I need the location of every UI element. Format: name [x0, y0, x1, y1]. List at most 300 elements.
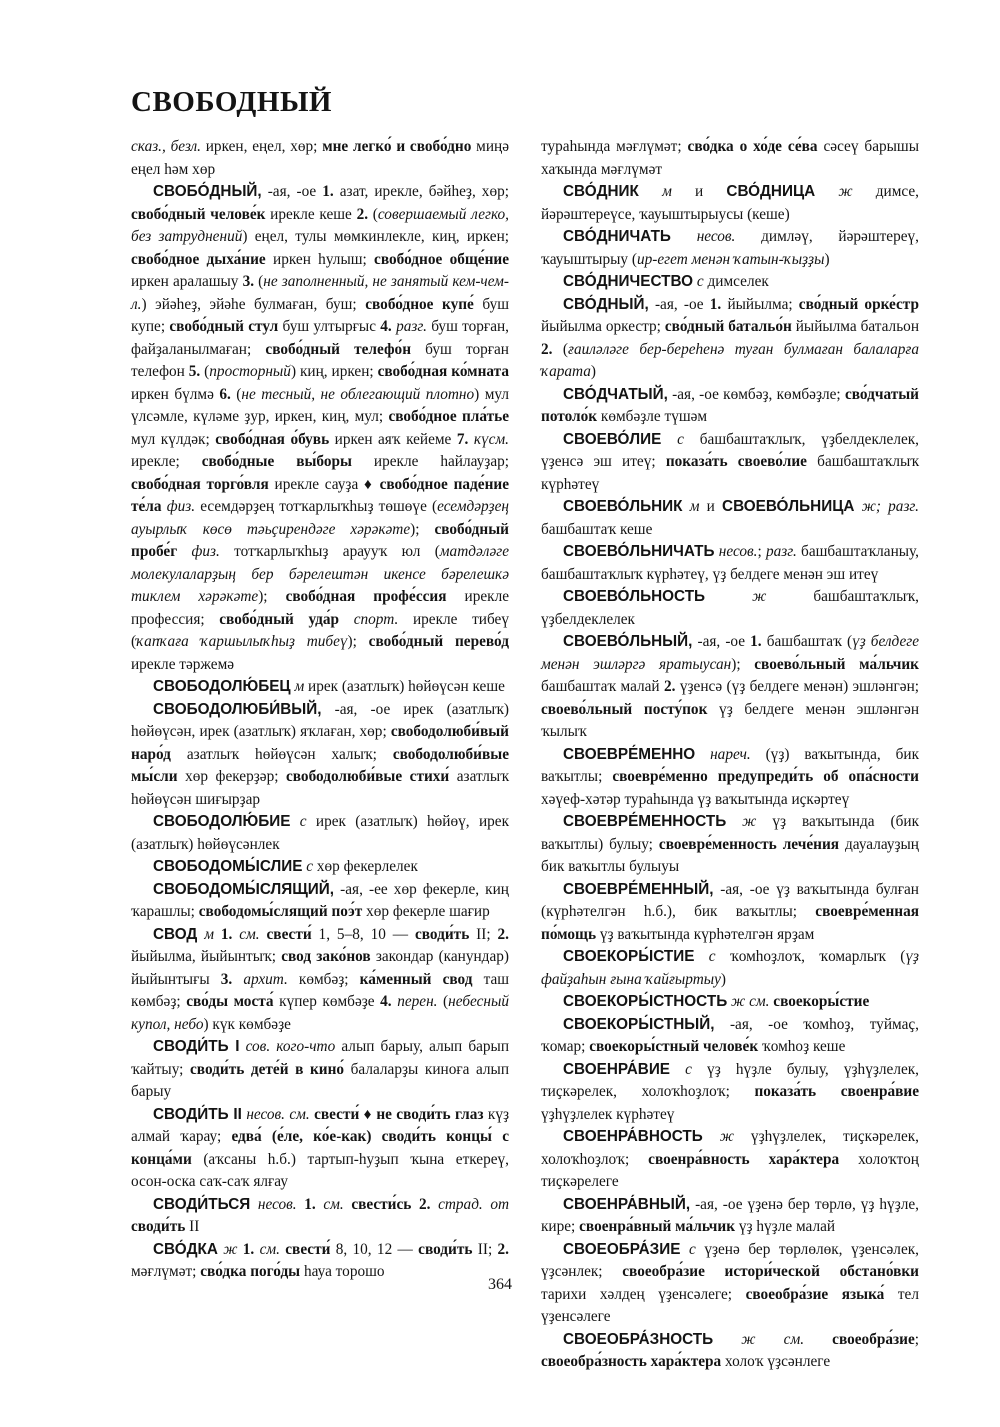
- entry-text: ): [824, 250, 830, 268]
- entry-headword: СВОБО́ДНЫЙ,: [153, 183, 262, 200]
- entry-text: несов.: [718, 543, 758, 560]
- entry-text: физ.: [191, 543, 220, 560]
- entry-text: ж см.: [741, 1330, 805, 1348]
- entry-text: свободомы́слящий поэ́т: [198, 903, 363, 920]
- entry-headword: СВО́ДНИЧАТЬ: [563, 228, 671, 245]
- entry-text: архит.: [243, 970, 288, 988]
- entry-text: үҙ файҙаһын ғына ҡайғыртыу: [541, 948, 919, 988]
- entry-text: 1.: [304, 1195, 316, 1213]
- entry-text: своекоры́стный челове́к: [589, 1038, 759, 1055]
- entry-text: своенра́вность хара́ктера: [648, 1150, 840, 1168]
- entry-text: -ая, -ое үҙенә бер төрлө, үҙ һүҙле, кире;: [541, 1195, 919, 1235]
- entry-text: йыйылма оркестр;: [541, 318, 665, 335]
- entry-text: башбаштаҡ (: [761, 633, 853, 650]
- entry-text: свобо́дный челове́к: [131, 205, 266, 223]
- entry-text: 2.: [664, 678, 676, 695]
- dictionary-entry: [541, 1329, 919, 1374]
- dictionary-entry: [131, 1194, 509, 1239]
- entry-text: II;: [469, 925, 498, 943]
- entry-text: ҡомһоҙ кеше: [758, 1038, 846, 1055]
- entry-text: показа́ть своево́лие: [665, 453, 807, 470]
- entry-text: ирекле һайлауҙар;: [351, 453, 510, 470]
- entry-text: свести́: [285, 1240, 331, 1258]
- entry-text: үҙ белдеге менән эшләргә яратыусан: [541, 633, 920, 673]
- entry-headword: СВО́ДНИЦА: [726, 183, 816, 200]
- entry-text: и: [699, 498, 723, 515]
- entry-text: см.: [239, 925, 260, 943]
- entry-text: [682, 498, 689, 515]
- entry-text: разг.: [765, 543, 797, 560]
- entry-text: небесный купол, небо: [131, 993, 509, 1033]
- entry-text: свобо́дное обще́ние: [374, 250, 509, 268]
- entry-text: ҡомһоҙлоҡ, ҡомарлыҡ (: [715, 948, 906, 965]
- entry-text: ғаиләләге бер-береһенә туған булмаған балаларға ҡарата: [541, 340, 919, 380]
- entry-text: иркен аяҡ кейеме: [329, 430, 457, 448]
- entry-text: ҡапҡаға ҡаршылыҡһыҙ тибеү: [136, 633, 348, 650]
- entry-text: үҙ ваҡытында (бик ваҡытлы) булыу;: [541, 813, 919, 853]
- entry-text: 1.: [322, 183, 334, 200]
- entry-text: страд. от: [438, 1195, 510, 1213]
- entry-headword: СВО́ДНИК: [563, 183, 639, 200]
- entry-text: ирекле;: [131, 453, 202, 470]
- entry-text: физ.: [166, 498, 196, 515]
- entry-text: II: [185, 1218, 200, 1235]
- entry-text: закондар (канундар) йыйынтығы: [131, 948, 509, 988]
- entry-text: своекоры́стие: [773, 993, 870, 1010]
- entry-text: ир-егет менән ҡатын-ҡыҙҙы: [636, 250, 825, 268]
- entry-text: );: [410, 520, 435, 538]
- entry-text: 1, 5–8, 10 —: [311, 925, 415, 943]
- entry-text: свобо́дное дыха́ние: [131, 250, 266, 268]
- entry-text: ирекле тәржемә: [131, 655, 235, 673]
- entry-text: с: [299, 813, 307, 830]
- entry-headword: СВОДИ́ТЬСЯ: [153, 1195, 251, 1213]
- entry-text: 1.: [220, 925, 233, 943]
- entry-text: ) мул үлсәмле, күләме ҙур, иркен, киң, мул;: [131, 385, 510, 425]
- entry-text: башбаштаҡлыҡ, үҙбелдеклелек: [541, 588, 919, 628]
- entry-text: ) күк көмбәҙе: [203, 1015, 291, 1033]
- dictionary-entry: [541, 1059, 919, 1127]
- entry-text: ж: [719, 1128, 734, 1145]
- dictionary-entry: [131, 924, 509, 1037]
- entry-text: [680, 1241, 689, 1258]
- entry-text: [250, 1196, 258, 1213]
- entry-text: буш торған телефон: [131, 340, 509, 380]
- entry-text: (үҙ) ваҡытында, бик ваҡытлы;: [541, 745, 919, 785]
- entry-text: үҙ белдеге менән эшләнгән ҡылыҡ: [541, 700, 920, 740]
- entry-text: димләү, йәрәштереү, ҡауыштырыу (: [541, 228, 919, 268]
- entry-text: ): [720, 970, 727, 988]
- entry-text: ж см.: [731, 993, 770, 1010]
- entry-text: -ая, -ое ирек (азатлыҡ) һөйөүсән, ирек (азатлыҡ) яҡлаған, хөр;: [131, 700, 509, 740]
- entry-headword: СВОДИ́ТЬ II: [153, 1105, 242, 1123]
- entry-text: );: [731, 655, 755, 673]
- entry-text: сво́дка о хо́де се́ва: [687, 138, 818, 155]
- right-column: [541, 136, 919, 1374]
- dictionary-entry: [541, 586, 919, 631]
- entry-text: холоҡ үҙсәнлеге: [721, 1353, 831, 1370]
- entry-headword: СВОЕВО́ЛЬНИК: [563, 498, 683, 515]
- entry-text: перен.: [397, 993, 438, 1010]
- entry-text: с: [685, 1060, 692, 1078]
- entry-text: хөр фекерҙәр;: [177, 768, 286, 785]
- entry-text: свобо́дное паде́ние те́ла: [131, 475, 509, 515]
- entry-text: ка́менный свод: [359, 970, 473, 988]
- entry-text: свобо́дная о́бувь: [215, 430, 330, 448]
- entry-text: сво́дчатый потоло́к: [541, 385, 919, 425]
- entry-headword: СВО́ДКА: [153, 1240, 218, 1258]
- entry-text: -ая, -ее хөр фекерле, киң ҡарашлы;: [131, 880, 509, 920]
- dictionary-entry: [131, 856, 509, 879]
- entry-headword: СВОЕВО́ЛЬНЫЙ,: [563, 633, 693, 650]
- dictionary-entry: [541, 181, 919, 226]
- entry-text: [854, 498, 861, 515]
- entry-text: 5.: [188, 363, 201, 380]
- entry-headword: СВОЕКОРЫ́СТИЕ: [563, 948, 695, 965]
- entry-text: ж: [223, 1240, 238, 1258]
- entry-headword: СВОЕВО́ЛЬНИЦА: [722, 498, 855, 515]
- entry-text: холоҡтоң тиҫкәрелеге: [541, 1150, 919, 1190]
- entry-headword: СВО́ДЧАТЫЙ,: [563, 385, 668, 403]
- entry-text: с: [677, 430, 684, 448]
- entry-text: үҙ һүҙле булыу, үҙһүҙлелек, тиҫкәрелек, холоҡһоҙлоҡ;: [541, 1060, 919, 1100]
- entry-text: сво́дный батальо́н: [664, 318, 792, 335]
- running-head: СВОБОДНЫЙ: [131, 86, 332, 118]
- entry-text: свобо́дный телефо́н: [265, 340, 412, 358]
- dictionary-entry: [131, 1036, 509, 1104]
- entry-text: [339, 611, 354, 628]
- entry-text: своеобра́зие языка́: [745, 1285, 885, 1303]
- entry-text: 4.: [380, 318, 392, 335]
- page-number: 364: [488, 1276, 512, 1293]
- entry-text: йыйылма;: [721, 295, 799, 313]
- entry-text: своенра́вный ма́льчик: [579, 1218, 736, 1235]
- entry-text: сво́дка пого́ды: [200, 1263, 301, 1280]
- entry-text: [705, 588, 752, 605]
- entry-text: своево́льный посту́пок: [541, 700, 708, 718]
- entry-text: с: [696, 273, 704, 290]
- entry-text: свобо́дный уда́р: [219, 610, 340, 628]
- entry-text: -ая, -ое көмбәҙ, көмбәҙле;: [667, 385, 845, 403]
- entry-text: [411, 1196, 419, 1213]
- entry-text: спорт.: [353, 610, 399, 628]
- entry-text: своеобра́зие истори́ческой обстано́вки: [622, 1263, 919, 1280]
- dictionary-entry: [131, 676, 509, 699]
- entry-text: димсе, йәрәштереүсе, ҡауыштырыусы (кеше): [541, 183, 920, 223]
- entry-text: [726, 813, 742, 830]
- entry-text: ;: [914, 1330, 920, 1348]
- entry-text: 1.: [709, 295, 722, 313]
- entry-headword: СВОБОДОЛЮБИ́ВЫЙ,: [153, 700, 322, 718]
- entry-text: көмбәҙ;: [287, 970, 360, 988]
- entry-text: 1.: [750, 633, 762, 650]
- entry-text: своеобра́зие: [832, 1330, 915, 1348]
- entry-text: не заполненный, не занятый кем-чем-л.: [131, 273, 509, 313]
- entry-text: [694, 948, 708, 965]
- entry-text: күпер көмбәҙе: [273, 993, 381, 1010]
- entry-headword: СВОЕОБРА́ЗИЕ: [563, 1240, 681, 1258]
- entry-text: ж: [752, 588, 767, 605]
- dictionary-entry: [541, 384, 919, 429]
- entry-text: башбаштаҡланыу, башбаштаҡлыҡ күрһәтеү, үҙ белдеге менән эш итеү: [541, 543, 919, 583]
- entry-text: димселек: [703, 273, 769, 290]
- entry-headword: СВОЕВРЕ́МЕННЫЙ,: [563, 880, 714, 898]
- entry-text: сво́дный орке́стр: [798, 295, 919, 313]
- dictionary-entry: [541, 136, 919, 181]
- entry-text: күҙ алмай ҡарау;: [131, 1105, 510, 1145]
- entry-text: үҙ ваҡытында күрһәтелгән ярҙам: [596, 925, 815, 943]
- entry-text: II;: [472, 1240, 498, 1258]
- entry-text: сәсеү барышы хаҡында мәғлүмәт: [541, 138, 919, 178]
- entry-text: [661, 431, 677, 448]
- entry-text: не своди́ть глаз: [376, 1105, 484, 1123]
- entry-text: [695, 746, 710, 763]
- entry-headword: СВОЕКОРЫ́СТНЫЙ,: [563, 1015, 715, 1033]
- dictionary-entry: [541, 226, 919, 271]
- entry-text: своевре́менная по́мощь: [541, 903, 919, 943]
- entry-text: (аҡсаны һ.б.) тартып-һуҙып ҡына еткереү, осон-оска саҡ-саҡ ялғау: [131, 1150, 509, 1190]
- entry-text: 2.: [497, 925, 509, 943]
- entry-text: үҙенсә (үҙ белдеге менән) эшләнгән;: [675, 678, 919, 695]
- entry-text: миңә еңел һәм хөр: [131, 138, 510, 178]
- entry-text: [713, 1331, 741, 1348]
- entry-text: 3.: [220, 970, 233, 988]
- entry-text: свобо́дная торго́вля: [131, 475, 269, 493]
- dictionary-entry: [541, 541, 919, 586]
- entry-headword: СВОЕНРА́ВНЫЙ,: [563, 1195, 691, 1213]
- entry-text: үҙһүҙлелек күрһәтеү: [541, 1105, 675, 1123]
- entry-text: буш ултырғыс: [278, 318, 381, 335]
- entry-text: ): [590, 363, 597, 380]
- entry-text: ирек (азатлыҡ) һөйөү, ирек (азатлыҡ) һөйөүсәнлек: [131, 813, 509, 853]
- entry-text: 7.: [456, 430, 469, 448]
- dictionary-entry: [131, 1104, 509, 1194]
- entry-text: свобо́дное купе́: [365, 295, 474, 313]
- entry-text: иркен, еңел, хөр;: [200, 138, 323, 155]
- entry-text: -ая, -ое: [648, 295, 710, 313]
- entry-text: ирек (азатлыҡ) һөйөүсән кеше: [304, 678, 505, 695]
- entry-text: [232, 971, 243, 988]
- entry-headword: СВОДИ́ТЬ I: [153, 1038, 240, 1055]
- entry-text: үҙенә бер төрлөлөк, үҙенсәлек, үҙсәнлек;: [541, 1240, 919, 1280]
- entry-text: тарихи хәлдең үҙенсәлеге;: [541, 1285, 746, 1303]
- entry-text: );: [258, 588, 286, 605]
- entry-text: күсм.: [473, 430, 509, 448]
- entry-text: сов. кого-что: [245, 1038, 336, 1055]
- entry-text: ж; разг.: [861, 498, 919, 515]
- entry-text: буш торған, файҙаланылмаған;: [131, 318, 509, 358]
- entry-text: м: [662, 183, 672, 200]
- entry-text: ;: [757, 543, 766, 560]
- dictionary-entry: [541, 1014, 919, 1059]
- dictionary-entry: [541, 631, 919, 744]
- entry-text: -ая, -ое үҙ ваҡытында булған (күрһәтелгән һ.б.), бик ваҡытлы;: [541, 880, 919, 920]
- entry-text: [815, 183, 838, 200]
- entry-text: ж: [838, 183, 853, 200]
- entry-text: (: [200, 363, 210, 380]
- entry-text: һауа торошо: [300, 1263, 385, 1280]
- entry-text: сказ., безл.: [131, 138, 201, 155]
- entry-headword: СВО́ДНИЧЕСТВО: [563, 273, 694, 290]
- entry-text: см.: [323, 1195, 344, 1213]
- entry-text: есемдәрҙең тотҡарлыҡһыҙ төшөүе (: [195, 498, 438, 515]
- dictionary-entry: [541, 429, 919, 497]
- entry-text: 2.: [541, 340, 553, 358]
- left-column: [131, 136, 509, 1284]
- entry-text: своди́ть: [418, 1240, 473, 1258]
- entry-text: [671, 228, 697, 245]
- entry-text: йыйылма батальон: [791, 318, 920, 335]
- entry-headword: СВОЕКОРЫ́СТНОСТЬ: [563, 993, 728, 1010]
- entry-text: несов. см.: [246, 1105, 310, 1123]
- dictionary-entry: [541, 744, 919, 812]
- entry-text: свобо́дная профе́ссия: [285, 588, 447, 605]
- entry-text: иркен бүлмә: [131, 385, 220, 403]
- entry-text: своевре́менность лече́ния: [658, 835, 840, 853]
- dictionary-entry: [541, 1194, 919, 1239]
- entry-text: [430, 1196, 438, 1213]
- entry-text: 4.: [380, 993, 392, 1010]
- entry-text: [639, 183, 662, 200]
- entry-headword: СВОД: [153, 925, 198, 943]
- entry-text: мәғлүмәт;: [131, 1263, 201, 1280]
- entry-text: 1.: [242, 1240, 255, 1258]
- entry-text: 2.: [497, 1240, 510, 1258]
- dictionary-entry: [131, 879, 509, 924]
- entry-text: 2.: [418, 1195, 431, 1213]
- entry-text: );: [347, 633, 369, 650]
- entry-text: -ая, -ое: [261, 183, 323, 200]
- entry-text: 3.: [242, 273, 255, 290]
- entry-text: мул күлдәк;: [131, 430, 216, 448]
- entry-text: (: [230, 385, 242, 403]
- entry-text: ирекле кеше: [265, 205, 357, 223]
- entry-text: 8, 10, 12 —: [330, 1240, 419, 1258]
- entry-headword: СВОБОДОМЫ́СЛЯЩИЙ,: [153, 880, 335, 898]
- entry-text: азат, ирекле, бәйһеҙ, хөр;: [333, 183, 509, 200]
- entry-text: ) киң, иркен;: [290, 363, 378, 380]
- entry-headword: СВОЕВО́ЛЬНИЧАТЬ: [563, 543, 715, 560]
- entry-text: м: [204, 925, 214, 943]
- entry-headword: СВОЕНРА́ВИЕ: [563, 1060, 671, 1078]
- entry-headword: СВОБОДОЛЮ́БЕЦ: [153, 678, 291, 695]
- entry-text: ирекле тибеү (: [131, 610, 509, 650]
- entry-text: несов.: [257, 1195, 297, 1213]
- entry-text: дауалауҙың бик ваҡытлы булыуы: [541, 835, 919, 875]
- entry-text: ирекле сауҙа ♦: [268, 475, 380, 493]
- entry-text: [670, 1061, 685, 1078]
- entry-text: азатлыҡ һөйөүсән халыҡ;: [170, 745, 393, 763]
- entry-headword: СВОЕНРА́ВНОСТЬ: [563, 1128, 703, 1145]
- entry-text: с: [688, 1240, 696, 1258]
- entry-text: [177, 543, 191, 560]
- entry-text: алып барыу, алып барып ҡайтыу;: [131, 1038, 510, 1078]
- entry-text: таш көмбәҙ;: [131, 970, 510, 1010]
- entry-text: несов.: [696, 228, 736, 245]
- entry-text: ж: [742, 813, 757, 830]
- entry-text: тотҡарлыҡһыҙ араууҡ юл (: [219, 543, 440, 560]
- entry-text: свести́: [314, 1105, 360, 1123]
- entry-text: иркен аралашыу: [131, 273, 243, 290]
- entry-text: (: [437, 993, 449, 1010]
- dictionary-entry: [131, 136, 509, 181]
- dictionary-entry: [541, 946, 919, 991]
- entry-headword: СВО́ДНЫЙ,: [563, 295, 649, 313]
- entry-text: (: [368, 205, 378, 223]
- entry-text: 2.: [356, 205, 369, 223]
- entry-headword: СВОБОДОМЫ́СЛИЕ: [153, 858, 303, 875]
- entry-text: ирекле профессия;: [131, 588, 509, 628]
- entry-text: ) эйәһеҙ, эйәһе булмаған, буш;: [141, 295, 366, 313]
- entry-text: (: [254, 273, 264, 290]
- entry-text: ♦: [359, 1105, 377, 1123]
- entry-text: м: [294, 678, 305, 695]
- entry-text: свести́сь: [351, 1195, 412, 1213]
- entry-text: свод зако́нов: [281, 948, 371, 965]
- entry-text: нареч.: [710, 745, 751, 763]
- entry-text: есемдәрҙең ауырлыҡ көсө тәьҫирендәге хәрәкәте: [131, 498, 509, 538]
- entry-text: и: [671, 183, 727, 200]
- dictionary-entry: [541, 811, 919, 879]
- entry-text: не тесный, не облегающий плотно: [241, 385, 475, 403]
- entry-text: совершаемый легко, без затруднений: [131, 205, 509, 245]
- entry-text: хөр фекерле шағир: [362, 903, 490, 920]
- entry-text: свободолюби́вые мы́сли: [131, 745, 509, 785]
- entry-text: тураһында мәғлүмәт;: [541, 138, 688, 155]
- entry-text: своеобра́зность хара́ктера: [541, 1353, 722, 1370]
- entry-text: [703, 1128, 720, 1145]
- dictionary-entry: [131, 181, 509, 676]
- entry-text: 6.: [219, 385, 231, 403]
- entry-text: башбаштаҡ кеше: [541, 520, 653, 538]
- dictionary-entry: [541, 496, 919, 541]
- entry-text: үҙһүҙлелек, тиҫкәрелек, холоҡһоҙлоҡ;: [541, 1128, 920, 1168]
- entry-text: свободолюби́вый наро́д: [131, 723, 509, 763]
- entry-text: свободолюби́вые стихи́: [285, 768, 450, 785]
- entry-text: башбаштаҡ малай: [541, 678, 664, 695]
- dictionary-entry: [541, 294, 919, 384]
- entry-text: -ая, -ое ҡомһоҙ, туймаҫ, ҡомар;: [541, 1015, 919, 1055]
- entry-text: своево́льный ма́льчик: [754, 655, 919, 673]
- entry-text: хөр фекерлелек: [313, 858, 418, 875]
- entry-text: [260, 926, 267, 943]
- dictionary-entry: [541, 879, 919, 947]
- entry-text: с: [306, 858, 314, 875]
- dictionary-entry: [131, 699, 509, 812]
- entry-text: тел үҙенсәлеге: [541, 1285, 919, 1325]
- entry-text: свобо́дные вы́боры: [201, 453, 352, 470]
- entry-text: сво́ды моста́: [186, 993, 274, 1010]
- entry-text: с: [708, 948, 716, 965]
- entry-text: своди́ть дете́й в кино́: [190, 1060, 345, 1078]
- entry-text: азатлыҡ һөйөүсән шиғырҙар: [131, 768, 509, 808]
- entry-text: [214, 926, 221, 943]
- entry-text: балаларҙы киноға алып барыу: [131, 1060, 510, 1100]
- entry-headword: СВОЕВРЕ́МЕННО: [563, 745, 696, 763]
- entry-text: [290, 813, 299, 830]
- entry-text: [804, 1331, 832, 1348]
- dictionary-entry: [541, 1126, 919, 1194]
- entry-text: своди́ть: [414, 925, 470, 943]
- entry-text: йыйылма, йыйынтыҡ;: [131, 948, 282, 965]
- entry-text: свобо́дный стул: [169, 318, 279, 335]
- entry-text: свобо́дная ко́мната: [377, 363, 510, 380]
- dictionary-entry: [541, 991, 919, 1014]
- entry-text: матдәләге молекулаларҙың бер бәрелештән икенсе бәрелешкә тиклем хәрәкәте: [131, 543, 509, 605]
- entry-text: свобо́дный пробе́г: [131, 520, 509, 560]
- dictionary-entry: [541, 271, 919, 294]
- entry-text: (: [552, 340, 568, 358]
